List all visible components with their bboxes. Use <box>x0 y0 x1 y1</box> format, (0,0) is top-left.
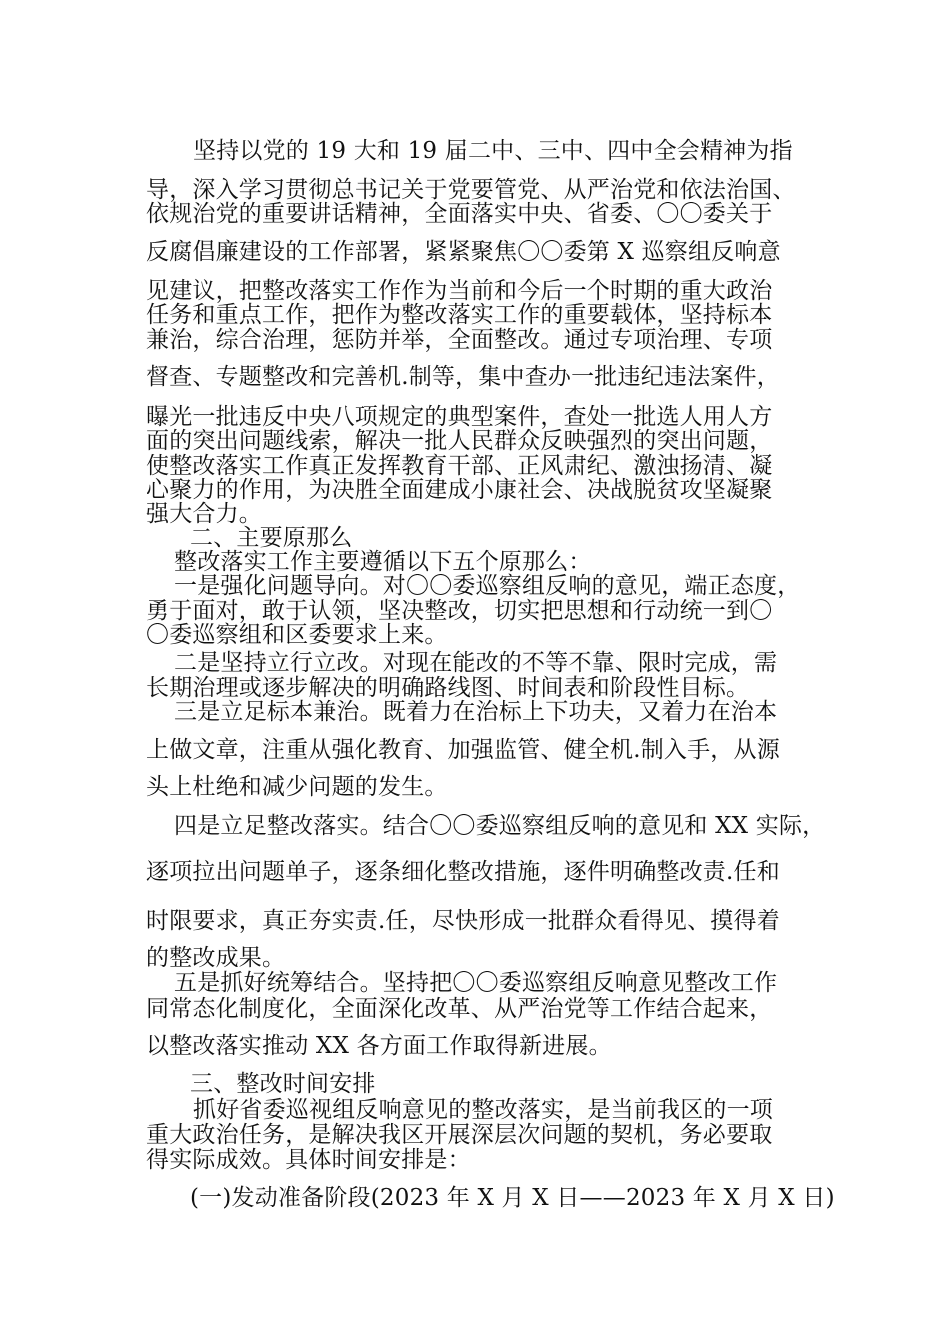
paragraph-1-line: 强大合力。 <box>146 501 262 527</box>
paragraph-1-line: 坚持以党的 19 大和 19 届二中、三中、四中全会精神为指 <box>193 138 793 164</box>
paragraph-3-line: 重大政治任务，是解决我区开展深层次问题的契机，务必要取 <box>146 1122 773 1148</box>
stage-1-heading: (一)发动准备阶段(2023 年 X 月 X 日——2023 年 X 月 X 日) <box>190 1185 835 1211</box>
principle-1-line: 勇于面对，敢于认领，坚决整改，切实把思想和行动统一到〇 <box>146 598 773 624</box>
principle-5-line: 五是抓好统筹结合。坚持把〇〇委巡察组反响意见整改工作 <box>174 970 778 996</box>
paragraph-1-line: 见建议，把整改落实工作作为当前和今后一个时期的重大政治 <box>146 278 773 304</box>
principle-1-line: 〇委巡察组和区委要求上来。 <box>146 622 448 648</box>
principle-5-line: 以整改落实推动 XX 各方面工作取得新进展。 <box>146 1033 612 1059</box>
principle-4-line: 四是立足整改落实。结合〇〇委巡察组反响的意见和 XX 实际， <box>174 813 826 839</box>
paragraph-1-line: 面的突出问题线索，解决一批人民群众反映强烈的突出问题， <box>146 428 773 454</box>
section-2-intro: 整改落实工作主要遵循以下五个原那么： <box>174 549 592 575</box>
principle-5-line: 同常态化制度化，全面深化改革、从严治党等工作结合起来， <box>146 996 773 1022</box>
section-2-heading: 二、主要原那么 <box>190 525 353 551</box>
paragraph-1-line: 兼治，综合治理，惩防并举，全面整改。通过专项治理、专项 <box>146 327 773 353</box>
paragraph-1-line: 督查、专题整改和完善机.制等，集中查办一批违纪违法案件， <box>146 364 780 390</box>
principle-4-line: 逐项拉出问题单子，逐条细化整改措施，逐件明确整改责.任和 <box>146 859 780 885</box>
principle-4-line: 的整改成果。 <box>146 945 286 971</box>
paragraph-1-line: 曝光一批违反中央八项规定的典型案件，查处一批选人用人方 <box>146 404 773 430</box>
paragraph-1-line: 使整改落实工作真正发挥教育干部、正风肃纪、激浊扬清、凝 <box>146 453 773 479</box>
paragraph-3-line: 得实际成效。具体时间安排是： <box>146 1147 471 1173</box>
paragraph-1-line: 心聚力的作用，为决胜全面建成小康社会、决战脱贫攻坚凝聚 <box>146 477 773 503</box>
principle-1-line: 一是强化问题导向。对〇〇委巡察组反响的意见，端正态度， <box>174 573 801 599</box>
paragraph-1-line: 依规治党的重要讲话精神，全面落实中央、省委、〇〇委关于 <box>146 201 773 227</box>
principle-2-line: 二是坚持立行立改。对现在能改的不等不靠、限时完成，需 <box>174 650 778 676</box>
paragraph-1-line: 任务和重点工作，把作为整改落实工作的重要载体，坚持标本 <box>146 302 773 328</box>
principle-4-line: 时限要求，真正夯实责.任，尽快形成一批群众看得见、摸得着 <box>146 908 780 934</box>
principle-2-line: 长期治理或逐步解决的明确路线图、时间表和阶段性目标。 <box>146 675 750 701</box>
principle-3-line: 上做文章，注重从强化教育、加强监管、健全机.制入手，从源 <box>146 737 780 763</box>
principle-3-line: 三是立足标本兼治。既着力在治标上下功夫，又着力在治本 <box>174 699 778 725</box>
paragraph-1-line: 反腐倡廉建设的工作部署，紧紧聚焦〇〇委第 X 巡察组反响意 <box>146 239 781 265</box>
paragraph-1-line: 导，深入学习贯彻总书记关于党要管党、从严治党和依法治国、 <box>146 177 796 203</box>
principle-3-line: 头上杜绝和减少问题的发生。 <box>146 774 448 800</box>
section-3-heading: 三、整改时间安排 <box>190 1071 376 1097</box>
paragraph-3-line: 抓好省委巡视组反响意见的整改落实，是当前我区的一项 <box>193 1097 773 1123</box>
